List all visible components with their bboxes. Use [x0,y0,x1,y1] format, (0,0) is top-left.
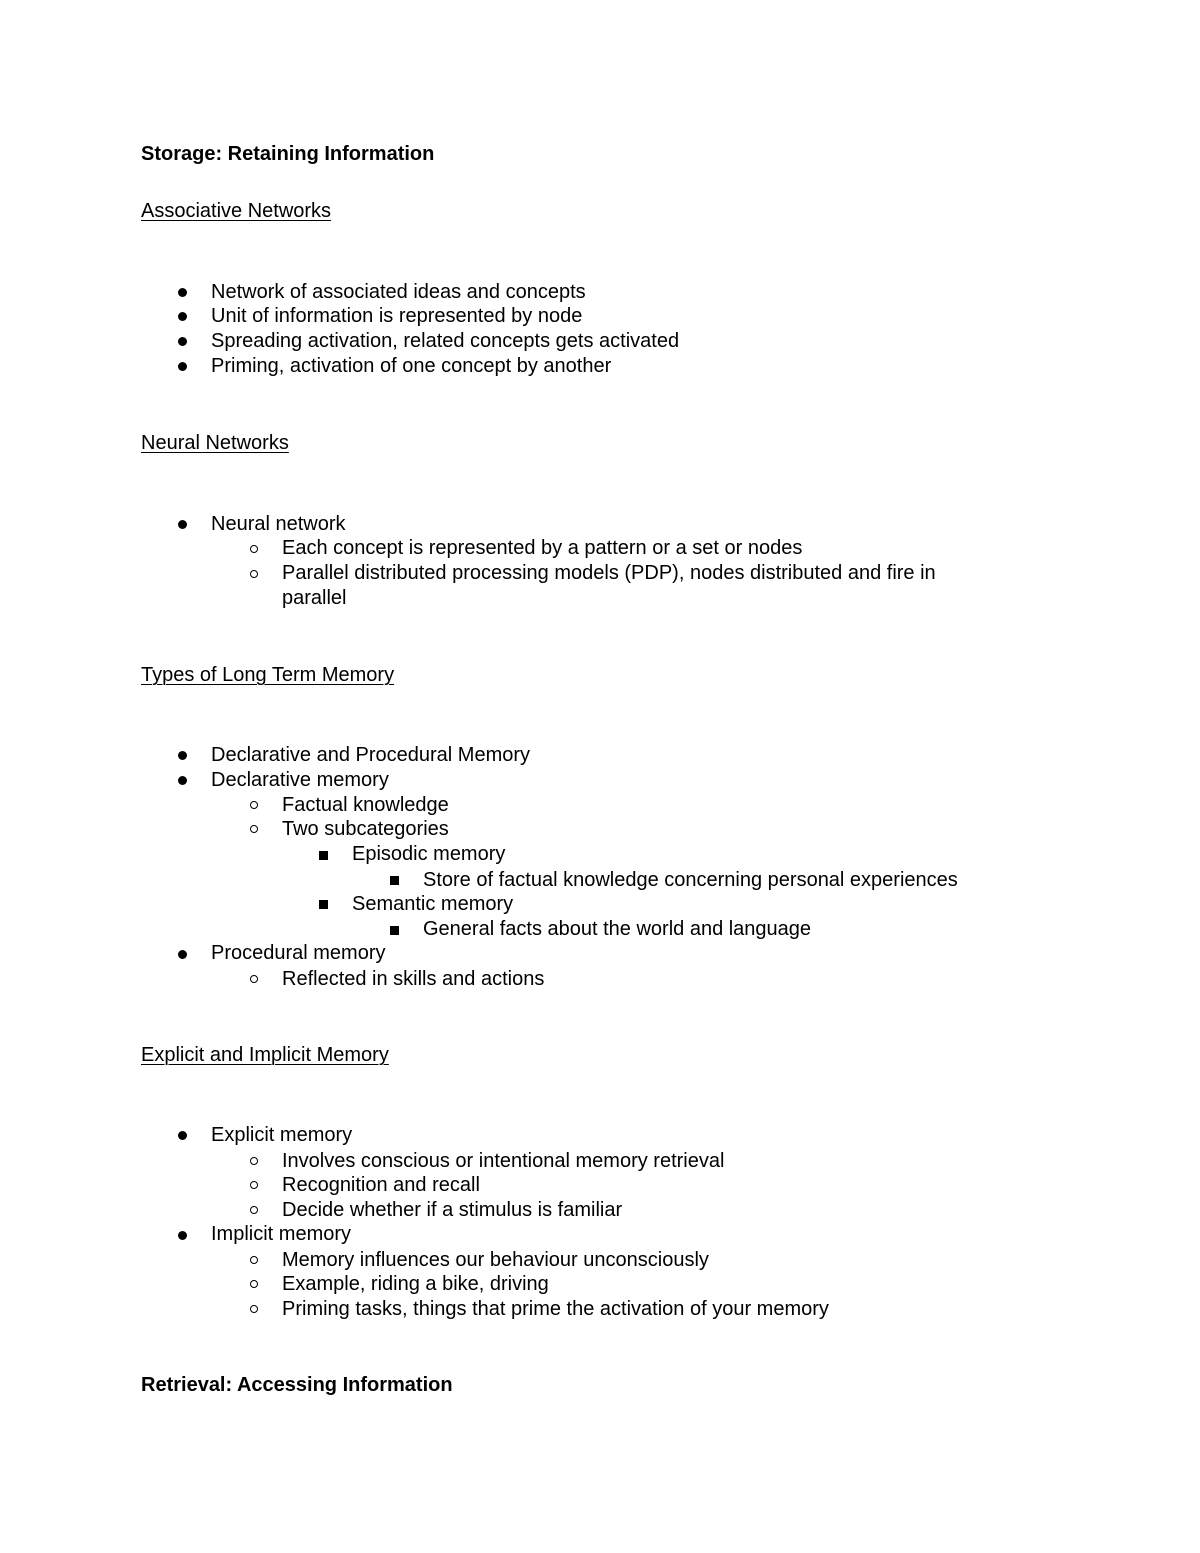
sub-list-item: Memory influences our behaviour unconsciously [282,1249,709,1271]
bullet-circle [250,1256,258,1264]
sub-list-item: Factual knowledge [282,794,449,816]
bullet-disc [178,776,187,785]
bullet-disc [178,288,187,297]
storage-title: Storage: Retaining Information [141,143,435,165]
sub-list-item: Parallel distributed processing models (PDP), nodes distributed and fire in [282,562,936,584]
bullet-circle [250,975,258,983]
list-item: Priming, activation of one concept by another [211,355,612,377]
neural-networks-heading: Neural Networks [141,432,289,454]
sub-list-item: Example, riding a bike, driving [282,1273,549,1295]
bullet-square [390,876,399,885]
bullet-disc [178,1231,187,1240]
bullet-circle [250,1280,258,1288]
bullet-disc [178,362,187,371]
sub-sub-sub-list-item: Store of factual knowledge concerning personal experiences [423,869,958,891]
bullet-disc [178,520,187,529]
list-item: Declarative and Procedural Memory [211,744,531,766]
sub-list-item: Involves conscious or intentional memory retrieval [282,1150,725,1172]
sub-sub-list-item: Semantic memory [352,893,514,915]
bullet-disc [178,751,187,760]
sub-list-item-continuation: parallel [282,587,347,609]
sub-list-item: Decide whether if a stimulus is familiar [282,1199,623,1221]
bullet-disc [178,1131,187,1140]
bullet-circle [250,1206,258,1214]
sub-list-item: Priming tasks, things that prime the activation of your memory [282,1298,829,1320]
bullet-circle [250,545,258,553]
list-item: Declarative memory [211,769,389,791]
bullet-disc [178,337,187,346]
bullet-circle [250,801,258,809]
sub-list-item: Two subcategories [282,818,449,840]
bullet-circle [250,1157,258,1165]
bullet-disc [178,312,187,321]
sub-sub-list-item: Episodic memory [352,843,506,865]
list-item: Unit of information is represented by node [211,305,583,327]
sub-list-item: Recognition and recall [282,1174,480,1196]
bullet-circle [250,1181,258,1189]
bullet-disc [178,950,187,959]
list-item: Neural network [211,513,346,535]
bullet-circle [250,825,258,833]
bullet-circle [250,570,258,578]
list-item: Explicit memory [211,1124,353,1146]
sub-list-item: Reflected in skills and actions [282,968,545,990]
list-item: Procedural memory [211,942,386,964]
types-ltm-heading: Types of Long Term Memory [141,664,395,686]
sub-sub-sub-list-item: General facts about the world and language [423,918,812,940]
bullet-square [390,926,399,935]
retrieval-title: Retrieval: Accessing Information [141,1374,453,1396]
explicit-implicit-heading: Explicit and Implicit Memory [141,1044,389,1066]
bullet-square [319,900,328,909]
associative-networks-heading: Associative Networks [141,200,332,222]
list-item: Implicit memory [211,1223,352,1245]
list-item: Network of associated ideas and concepts [211,281,586,303]
bullet-circle [250,1305,258,1313]
sub-list-item: Each concept is represented by a pattern or a set or nodes [282,537,803,559]
bullet-square [319,851,328,860]
list-item: Spreading activation, related concepts gets activated [211,330,680,352]
